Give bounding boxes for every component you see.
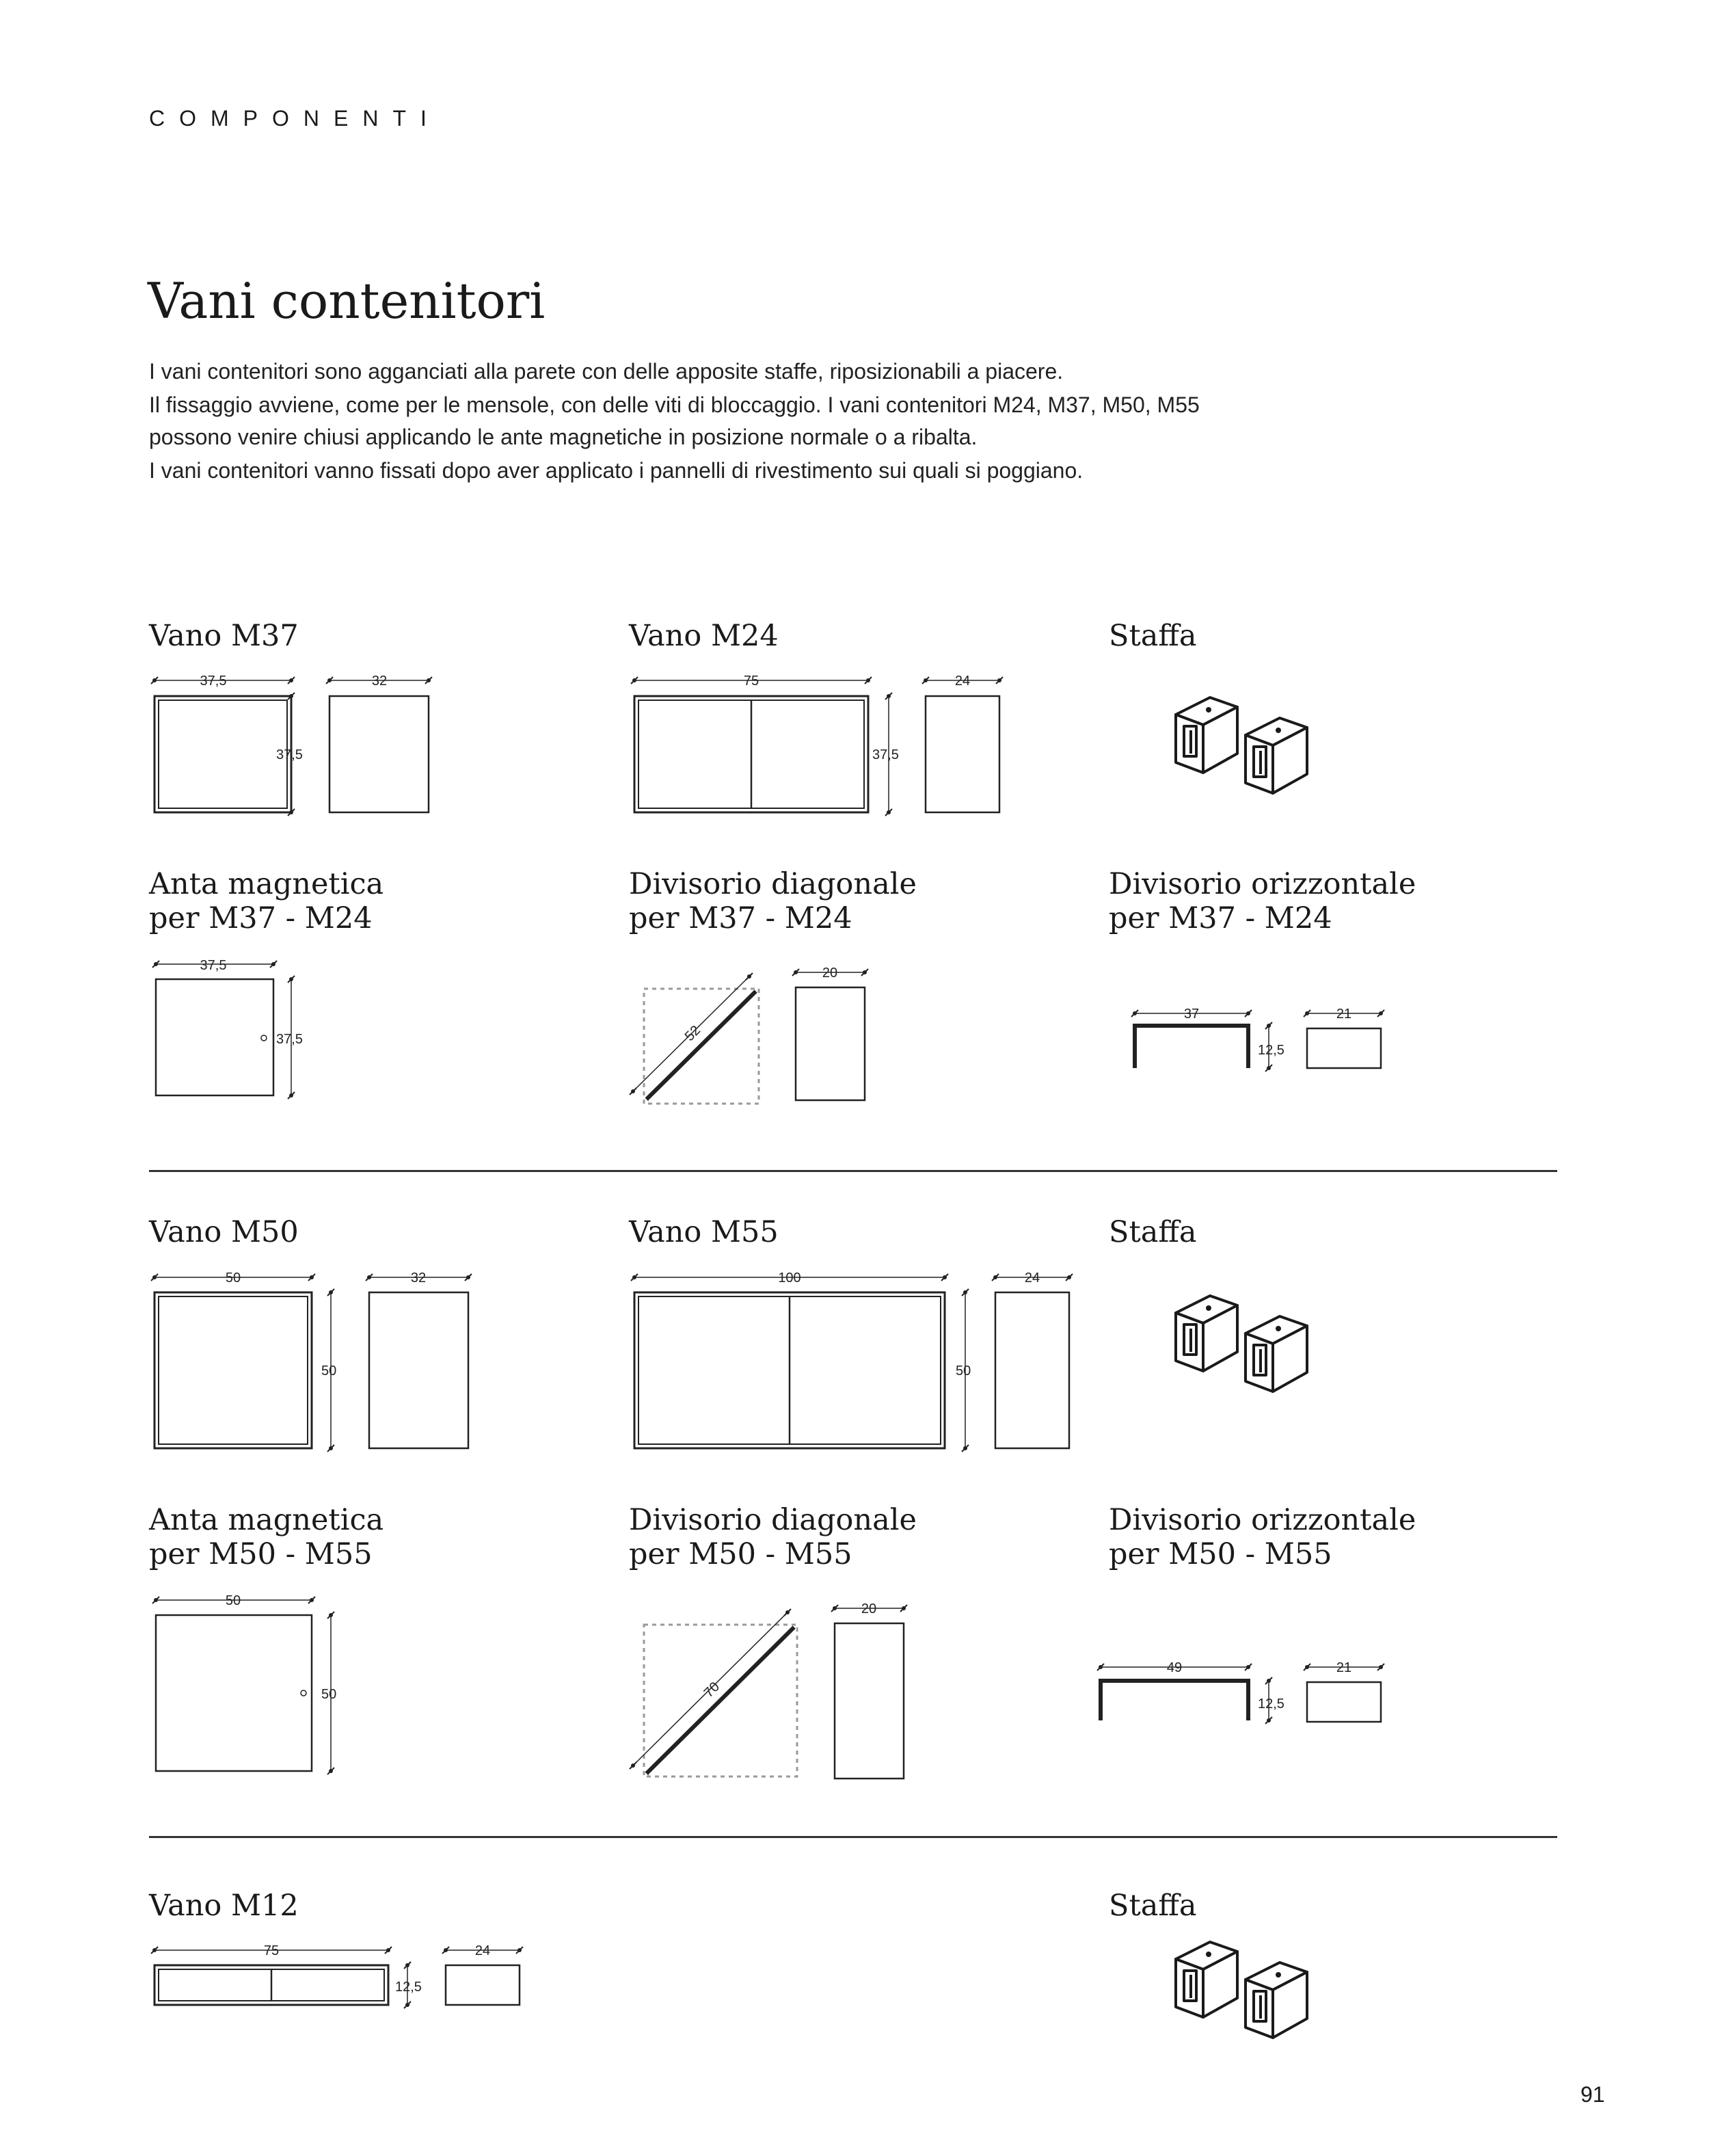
dim-label: 37,5: [200, 958, 227, 973]
heading-staffa: Staffa: [1109, 1889, 1197, 1923]
dim-label: 37,5: [276, 747, 303, 762]
drawing-vano-m55: [631, 1270, 1073, 1452]
dim-label: 21: [1336, 1007, 1352, 1022]
dim-label: 49: [1166, 1660, 1183, 1675]
heading-staffa: Staffa: [1109, 1215, 1197, 1249]
heading-vano-m12: Vano M12: [149, 1889, 299, 1923]
drawing-diagonale-m37-m24: [630, 966, 868, 1104]
drawing-vano-m50: [151, 1270, 472, 1452]
section-kicker: COMPONENTI: [149, 106, 441, 131]
heading-anta-m37-m24: Anta magnetica per M37 - M24: [149, 867, 384, 935]
dim-label: 24: [474, 1943, 491, 1958]
dim-label: 70: [701, 1679, 723, 1701]
heading-vano-m50: Vano M50: [149, 1215, 299, 1249]
dim-label: 50: [321, 1687, 337, 1702]
page-number: 91: [1580, 2082, 1605, 2107]
dim-label: 21: [1336, 1660, 1352, 1675]
drawing-staffa: [1176, 697, 1307, 793]
dim-label: 12,5: [1258, 1043, 1284, 1058]
drawing-orizzontale-m50-m55: [1097, 1660, 1384, 1724]
dim-label: 37: [1183, 1007, 1200, 1022]
dim-label: 37,5: [276, 1032, 303, 1047]
dim-label: 20: [822, 966, 838, 981]
heading-vano-m24: Vano M24: [629, 619, 779, 653]
dim-label: 50: [956, 1363, 971, 1379]
dim-label: 37,5: [872, 747, 899, 762]
heading-orizzontale-m37-m24: Divisorio orizzontale per M37 - M24: [1109, 867, 1416, 935]
heading-anta-m50-m55: Anta magnetica per M50 - M55: [149, 1503, 384, 1571]
intro-paragraph: I vani contenitori sono agganciati alla parete con delle apposite staffe, riposizionabili a piacere.: [149, 359, 1064, 384]
drawing-diagonale-m50-m55: [630, 1601, 907, 1779]
drawing-vano-m12: [151, 1943, 523, 2008]
heading-staffa: Staffa: [1109, 619, 1197, 653]
dim-label: 37,5: [200, 674, 227, 689]
dim-label: 50: [225, 1270, 241, 1286]
heading-diagonale-m50-m55: Divisorio diagonale per M50 - M55: [629, 1503, 917, 1571]
heading-vano-m55: Vano M55: [629, 1215, 779, 1249]
drawing-orizzontale-m37-m24: [1131, 1007, 1384, 1072]
intro-paragraph: I vani contenitori vanno fissati dopo aver applicato i pannelli di rivestimento sui quali si poggiano.: [149, 458, 1084, 483]
heading-vano-m37: Vano M37: [149, 619, 299, 653]
drawing-vano-m37: [151, 674, 432, 816]
dim-label: 12,5: [1258, 1696, 1284, 1712]
dim-label: 32: [371, 674, 388, 689]
dim-label: 50: [225, 1593, 241, 1608]
drawing-anta-m50-m55: [152, 1593, 336, 1774]
dim-label: 100: [778, 1270, 801, 1286]
dim-label: 24: [1024, 1270, 1040, 1286]
heading-orizzontale-m50-m55: Divisorio orizzontale per M50 - M55: [1109, 1503, 1416, 1571]
dim-label: 24: [954, 674, 971, 689]
dim-label: 20: [861, 1601, 877, 1616]
drawing-staffa: [1176, 1942, 1307, 2038]
dim-label: 75: [743, 674, 759, 689]
dim-label: 12,5: [395, 1980, 422, 1995]
dim-label: 75: [263, 1943, 280, 1958]
drawing-anta-m37-m24: [152, 958, 303, 1099]
drawing-staffa: [1176, 1296, 1307, 1392]
drawing-vano-m24: [631, 674, 1003, 816]
page-title: Vani contenitori: [148, 272, 546, 330]
dim-label: 50: [321, 1363, 337, 1379]
heading-diagonale-m37-m24: Divisorio diagonale per M37 - M24: [629, 867, 917, 935]
dim-label: 32: [410, 1270, 427, 1286]
dim-label: 52: [682, 1022, 704, 1045]
intro-paragraph: Il fissaggio avviene, come per le mensole, con delle viti di bloccaggio. I vani contenitori M24, M37, M50, M55 possono venire chiusi applicando le ante magnetiche in posizione normale o a ribalta.: [149, 392, 1200, 449]
